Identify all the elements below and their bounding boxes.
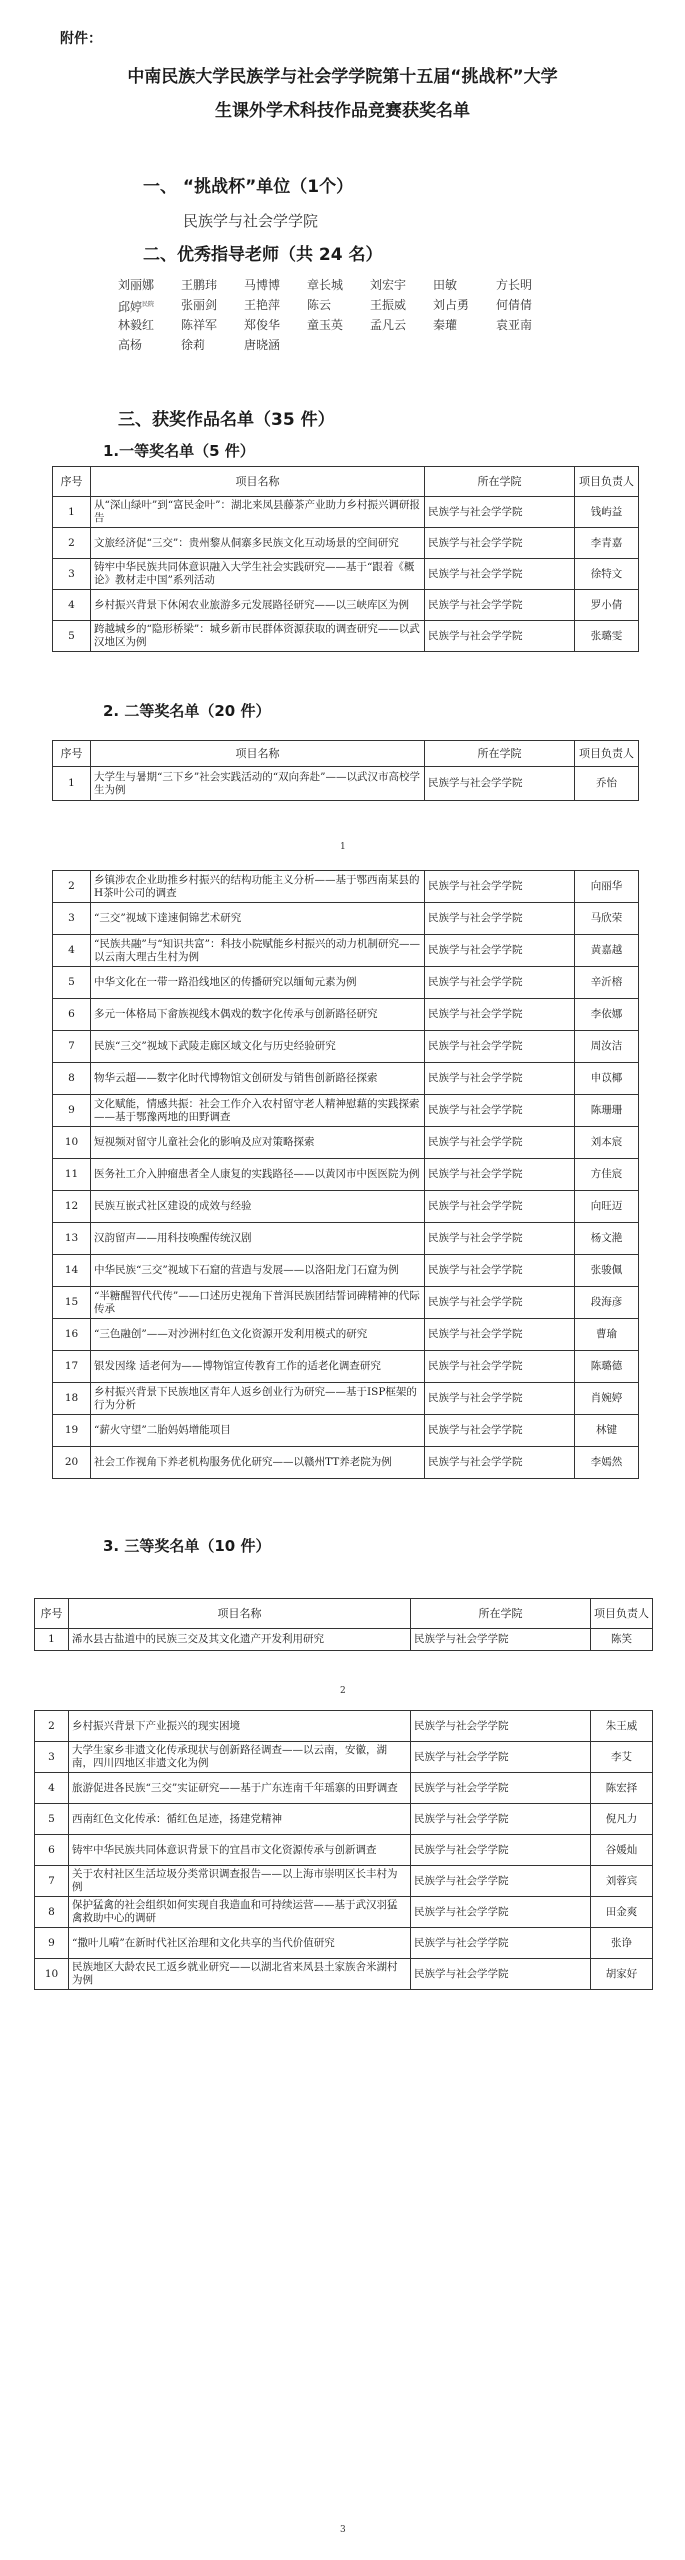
school-name: 民族学与社会学学院	[425, 1287, 575, 1319]
teacher-name: 唐晓涵	[244, 338, 281, 352]
teacher-name: 林毅红	[118, 318, 155, 332]
project-leader: 倪凡力	[591, 1804, 653, 1835]
table-row	[35, 1959, 653, 1990]
row-number: 3	[35, 1742, 69, 1773]
school-name: 民族学与社会学学院	[425, 999, 575, 1031]
table-row	[53, 1287, 639, 1319]
row-number: 4	[35, 1773, 69, 1804]
table-row	[53, 999, 639, 1031]
school-name: 民族学与社会学学院	[411, 1804, 591, 1835]
project-leader: 申苡椰	[575, 1063, 639, 1095]
teacher-name: 徐莉	[181, 338, 206, 352]
school-name: 民族学与社会学学院	[411, 1897, 591, 1928]
table-row	[53, 1223, 639, 1255]
project-name: “薪火守望”二胎妈妈增能项目	[91, 1415, 425, 1447]
school-name: 民族学与社会学学院	[425, 1159, 575, 1191]
school-name: 民族学与社会学学院	[425, 967, 575, 999]
row-number: 8	[53, 1063, 91, 1095]
teacher-name: 王艳萍	[244, 298, 281, 312]
project-leader: 黄嘉越	[575, 935, 639, 967]
row-number: 4	[53, 935, 91, 967]
col-school: 所在学院	[411, 1599, 591, 1629]
attachment-label: 附件：	[60, 31, 102, 47]
document-title	[60, 60, 625, 128]
table-row	[35, 1835, 653, 1866]
col-school: 所在学院	[425, 741, 575, 767]
table-header	[53, 741, 639, 767]
row-number: 13	[53, 1223, 91, 1255]
col-no: 序号	[35, 1599, 69, 1629]
project-leader: 周汝洁	[575, 1031, 639, 1063]
project-name: “三色融创”——对沙洲村红色文化资源开发利用模式的研究	[91, 1319, 425, 1351]
school-name: 民族学与社会学学院	[411, 1959, 591, 1990]
project-name: 中华民族“三交”视域下石窟的营造与发展——以洛阳龙门石窟为例	[91, 1255, 425, 1287]
row-number: 17	[53, 1351, 91, 1383]
school-name: 民族学与社会学学院	[411, 1835, 591, 1866]
teacher-name: 章长城	[307, 278, 344, 292]
project-leader: 杨文滟	[575, 1223, 639, 1255]
project-name: “三交”视域下達速侗锦艺术研究	[91, 903, 425, 935]
project-name: 医务社工介入肿瘤患者全人康复的实践路径——以黄冈市中医医院为例	[91, 1159, 425, 1191]
project-name: 乡村振兴背景下产业振兴的现实困境	[69, 1711, 411, 1742]
row-number: 4	[53, 590, 91, 621]
school-name: 民族学与社会学学院	[425, 1415, 575, 1447]
table-row	[53, 767, 639, 801]
page-number-3: 3	[340, 2525, 346, 2535]
table-row	[35, 1804, 653, 1835]
table-header	[53, 467, 639, 497]
row-number: 9	[35, 1928, 69, 1959]
teacher-name: 郑俊华	[244, 318, 281, 332]
row-number: 7	[35, 1866, 69, 1897]
teacher-name: 袁亚南	[496, 318, 533, 332]
project-name: 乡村振兴背景下民族地区青年人返乡创业行为研究——基于ISP框架的行为分析	[91, 1383, 425, 1415]
project-name: 乡镇涉农企业助推乡村振兴的结构功能主义分析——基于鄂西南某县的H茶叶公司的调查	[91, 871, 425, 903]
row-number: 5	[35, 1804, 69, 1835]
project-leader: 谷媛灿	[591, 1835, 653, 1866]
project-leader: 钱屿益	[575, 497, 639, 528]
school-name: 民族学与社会学学院	[425, 767, 575, 801]
school-name: 民族学与社会学学院	[425, 1127, 575, 1159]
project-leader: 李艾	[591, 1742, 653, 1773]
table-row	[53, 903, 639, 935]
table-row	[53, 1127, 639, 1159]
teacher-name: 王鹏玮	[181, 278, 218, 292]
teacher-name: 方长明	[496, 278, 533, 292]
project-name: 中华文化在一带一路沿线地区的传播研究以缅甸元素为例	[91, 967, 425, 999]
project-name: 跨越城乡的“隐形桥梁”：城乡新市民群体资源获取的调查研究——以武汉地区为例	[91, 621, 425, 652]
table-row	[53, 1383, 639, 1415]
table-row	[35, 1773, 653, 1804]
table-row	[53, 1159, 639, 1191]
project-leader: 李依娜	[575, 999, 639, 1031]
row-number: 2	[53, 871, 91, 903]
col-leader: 项目负责人	[591, 1599, 653, 1629]
project-name: 民族互嵌式社区建设的成效与经验	[91, 1191, 425, 1223]
table-row	[53, 528, 639, 559]
project-name: 汉韵留声——用科技唤醒传统汉剧	[91, 1223, 425, 1255]
third-prize-heading: 3. 三等奖名单（10 件）	[103, 1537, 271, 1555]
row-number: 10	[35, 1959, 69, 1990]
third-prize-table-part-2	[34, 1710, 653, 1990]
table-row	[53, 590, 639, 621]
project-name: 多元一体格局下畲族视线木偶戏的数字化传承与创新路径研究	[91, 999, 425, 1031]
project-name: 西南红色文化传承：循红色足迹，扬建党精神	[69, 1804, 411, 1835]
project-leader: 林键	[575, 1415, 639, 1447]
row-number: 1	[53, 497, 91, 528]
row-number: 2	[35, 1711, 69, 1742]
teacher-name: 高杨	[118, 338, 143, 352]
section-1-heading: 一、 “挑战杯”单位（1个）	[143, 177, 354, 197]
row-number: 14	[53, 1255, 91, 1287]
teacher-name: 张丽剑	[181, 298, 218, 312]
row-number: 1	[53, 767, 91, 801]
row-number: 9	[53, 1095, 91, 1127]
row-number: 6	[53, 999, 91, 1031]
teacher-row	[118, 295, 618, 315]
school-name: 民族学与社会学学院	[425, 497, 575, 528]
row-number: 7	[53, 1031, 91, 1063]
col-leader: 项目负责人	[575, 741, 639, 767]
row-number: 20	[53, 1447, 91, 1479]
teacher-name: 童玉英	[307, 318, 344, 332]
row-number: 12	[53, 1191, 91, 1223]
row-number: 16	[53, 1319, 91, 1351]
project-name: 民族地区大龄农民工返乡就业研究——以湖北省来凤县土家族舍米湖村为例	[69, 1959, 411, 1990]
teacher-name: 马博博	[244, 278, 281, 292]
table-row	[53, 935, 639, 967]
table-row	[53, 1095, 639, 1127]
teacher-name: 王振威	[370, 298, 407, 312]
project-name: 物华云超——数字化时代博物馆文创研发与销售创新路径探索	[91, 1063, 425, 1095]
project-leader: 段海彦	[575, 1287, 639, 1319]
row-number: 3	[53, 559, 91, 590]
teacher-name: 秦瓘	[433, 318, 458, 332]
project-name: 乡村振兴背景下休闲农业旅游多元发展路径研究——以三峡库区为例	[91, 590, 425, 621]
teacher-name: 何倩倩	[496, 298, 533, 312]
teacher-name: 刘占勇	[433, 298, 470, 312]
teacher-list	[118, 275, 618, 355]
project-leader: 辛沂榕	[575, 967, 639, 999]
school-name: 民族学与社会学学院	[425, 590, 575, 621]
teacher-row	[118, 315, 618, 335]
table-row	[53, 559, 639, 590]
school-name: 民族学与社会学学院	[411, 1742, 591, 1773]
project-leader: 罗小倩	[575, 590, 639, 621]
row-number: 6	[35, 1835, 69, 1866]
table-header	[35, 1599, 653, 1629]
project-name: 浠水县古盐道中的民族三交及其文化遗产开发利用研究	[69, 1629, 411, 1651]
teacher-name: 陈祥军	[181, 318, 218, 332]
project-leader: 刘本宸	[575, 1127, 639, 1159]
project-name: 旅游促进各民族“三交”实证研究——基于广东连南千年瑶寨的田野调查	[69, 1773, 411, 1804]
project-leader: 向旺迈	[575, 1191, 639, 1223]
project-leader: 陈珊珊	[575, 1095, 639, 1127]
school-name: 民族学与社会学学院	[425, 935, 575, 967]
teacher-name: 刘宏宇	[370, 278, 407, 292]
project-name: 文旅经济促“三交”：贵州黎从侗寨多民族文化互动场景的空间研究	[91, 528, 425, 559]
table-row	[35, 1711, 653, 1742]
school-name: 民族学与社会学学院	[425, 1255, 575, 1287]
table-row	[35, 1742, 653, 1773]
school-name: 民族学与社会学学院	[411, 1928, 591, 1959]
table-row	[53, 1415, 639, 1447]
table-row	[53, 1447, 639, 1479]
project-name: “民族共融”与“知识共富”：科技小院赋能乡村振兴的动力机制研究——以云南大理古生村为例	[91, 935, 425, 967]
row-number: 1	[35, 1629, 69, 1651]
project-leader: 李嫣然	[575, 1447, 639, 1479]
project-leader: 陈宏择	[591, 1773, 653, 1804]
project-leader: 刘蓉宾	[591, 1866, 653, 1897]
row-number: 15	[53, 1287, 91, 1319]
project-name: 大学生与暑期“三下乡”社会实践活动的“双向奔赴”——以武汉市高校学生为例	[91, 767, 425, 801]
school-name: 民族学与社会学学院	[425, 1447, 575, 1479]
table-row	[53, 1031, 639, 1063]
school-name: 民族学与社会学学院	[425, 621, 575, 652]
second-prize-table-part-2	[52, 870, 639, 1479]
teacher-note: 民院	[142, 301, 155, 308]
project-leader: 朱王威	[591, 1711, 653, 1742]
row-number: 5	[53, 967, 91, 999]
project-leader: 陈璐德	[575, 1351, 639, 1383]
project-leader: 张诤	[591, 1928, 653, 1959]
teacher-name: 田敏	[433, 278, 458, 292]
school-name: 民族学与社会学学院	[425, 1031, 575, 1063]
table-row	[53, 1063, 639, 1095]
first-prize-heading: 1.一等奖名单（5 件）	[103, 442, 255, 460]
project-name: 文化赋能，情感共振：社会工作介入农村留守老人精神慰藉的实践探索——基于鄂豫两地的田野调查	[91, 1095, 425, 1127]
school-name: 民族学与社会学学院	[425, 903, 575, 935]
row-number: 19	[53, 1415, 91, 1447]
project-name: 民族“三交”视域下武陵走廊区域文化与历史经验研究	[91, 1031, 425, 1063]
school-name: 民族学与社会学学院	[425, 1191, 575, 1223]
first-prize-table	[52, 466, 639, 652]
project-leader: 张璐雯	[575, 621, 639, 652]
project-leader: 乔怡	[575, 767, 639, 801]
project-leader: 向丽华	[575, 871, 639, 903]
school-name: 民族学与社会学学院	[425, 1095, 575, 1127]
school-name: 民族学与社会学学院	[411, 1629, 591, 1651]
table-row	[53, 1319, 639, 1351]
page-number-1: 1	[340, 842, 346, 852]
project-leader: 肖婉婷	[575, 1383, 639, 1415]
row-number: 18	[53, 1383, 91, 1415]
project-leader: 陈笑	[591, 1629, 653, 1651]
col-project-name: 项目名称	[69, 1599, 411, 1629]
teacher-row	[118, 275, 618, 295]
project-name: 银发因缘 适老何为——博物馆宣传教育工作的适老化调查研究	[91, 1351, 425, 1383]
table-row	[35, 1928, 653, 1959]
page-number-2: 2	[340, 1686, 346, 1696]
col-school: 所在学院	[425, 467, 575, 497]
teacher-name: 孟凡云	[370, 318, 407, 332]
row-number: 11	[53, 1159, 91, 1191]
project-name: 铸牢中华民族共同体意识融入大学生社会实践研究——基于“跟着《概论》教材走中国”系列活动	[91, 559, 425, 590]
teacher-name: 邱婷$^{民院}$	[118, 300, 155, 314]
project-name: 社会工作视角下养老机构服务优化研究——以赣州TT养老院为例	[91, 1447, 425, 1479]
table-row	[53, 621, 639, 652]
school-name: 民族学与社会学学院	[425, 871, 575, 903]
teacher-row	[118, 335, 618, 355]
row-number: 2	[53, 528, 91, 559]
table-row	[35, 1897, 653, 1928]
table-row	[53, 1351, 639, 1383]
section-2-heading: 二、优秀指导老师（共 24 名）	[143, 245, 383, 265]
row-number: 3	[53, 903, 91, 935]
table-row	[53, 871, 639, 903]
title-line-2: 生课外学术科技作品竞赛获奖名单	[215, 101, 470, 121]
school-name: 民族学与社会学学院	[425, 1223, 575, 1255]
third-prize-table-part-1	[34, 1598, 653, 1651]
row-number: 10	[53, 1127, 91, 1159]
col-project-name: 项目名称	[91, 467, 425, 497]
section-3-heading: 三、获奖作品名单（35 件）	[118, 410, 335, 430]
school-name: 民族学与社会学学院	[425, 528, 575, 559]
project-leader: 胡家好	[591, 1959, 653, 1990]
row-number: 8	[35, 1897, 69, 1928]
project-leader: 曹瑜	[575, 1319, 639, 1351]
teacher-name: 陈云	[307, 298, 332, 312]
table-row	[35, 1866, 653, 1897]
project-leader: 李青嘉	[575, 528, 639, 559]
school-name: 民族学与社会学学院	[411, 1773, 591, 1804]
table-row	[53, 497, 639, 528]
project-name: 短视频对留守儿童社会化的影响及应对策略探索	[91, 1127, 425, 1159]
school-name: 民族学与社会学学院	[425, 559, 575, 590]
school-name: 民族学与社会学学院	[411, 1711, 591, 1742]
project-name: 从“深山绿叶”到“富民金叶”：湖北来凤县藤茶产业助力乡村振兴调研报告	[91, 497, 425, 528]
table-row	[35, 1629, 653, 1651]
teacher-name: 刘丽娜	[118, 278, 155, 292]
school-name: 民族学与社会学学院	[425, 1063, 575, 1095]
col-no: 序号	[53, 467, 91, 497]
project-leader: 方佳宸	[575, 1159, 639, 1191]
table-row	[53, 1255, 639, 1287]
col-project-name: 项目名称	[91, 741, 425, 767]
school-name: 民族学与社会学学院	[411, 1866, 591, 1897]
project-name: 铸牢中华民族共同体意识背景下的宜昌市文化资源传承与创新调查	[69, 1835, 411, 1866]
col-leader: 项目负责人	[575, 467, 639, 497]
project-leader: 张骏佩	[575, 1255, 639, 1287]
winning-unit: 民族学与社会学学院	[183, 212, 319, 230]
row-number: 5	[53, 621, 91, 652]
project-name: 关于农村社区生活垃圾分类常识调查报告——以上海市崇明区长丰村为例	[69, 1866, 411, 1897]
project-name: “撒叶儿嗬”在新时代社区治理和文化共享的当代价值研究	[69, 1928, 411, 1959]
table-row	[53, 1191, 639, 1223]
project-leader: 徐特文	[575, 559, 639, 590]
project-leader: 田金爽	[591, 1897, 653, 1928]
second-prize-table-part-1	[52, 740, 639, 801]
school-name: 民族学与社会学学院	[425, 1351, 575, 1383]
project-name: 大学生家乡非遗文化传承现状与创新路径调查——以云南，安徽，湖南，四川四地区非遗文化为例	[69, 1742, 411, 1773]
table-row	[53, 967, 639, 999]
second-prize-heading: 2. 二等奖名单（20 件）	[103, 702, 271, 720]
project-name: “半糖醒智代代传”——口述历史视角下普洱民族团结誓词碑精神的代际传承	[91, 1287, 425, 1319]
col-no: 序号	[53, 741, 91, 767]
project-name: 保护猛禽的社会组织如何实现自我造血和可持续运营——基于武汉羽猛禽救助中心的调研	[69, 1897, 411, 1928]
school-name: 民族学与社会学学院	[425, 1319, 575, 1351]
project-leader: 马欣荣	[575, 903, 639, 935]
school-name: 民族学与社会学学院	[425, 1383, 575, 1415]
title-line-1: 中南民族大学民族学与社会学学院第十五届“挑战杯”大学	[127, 67, 558, 87]
